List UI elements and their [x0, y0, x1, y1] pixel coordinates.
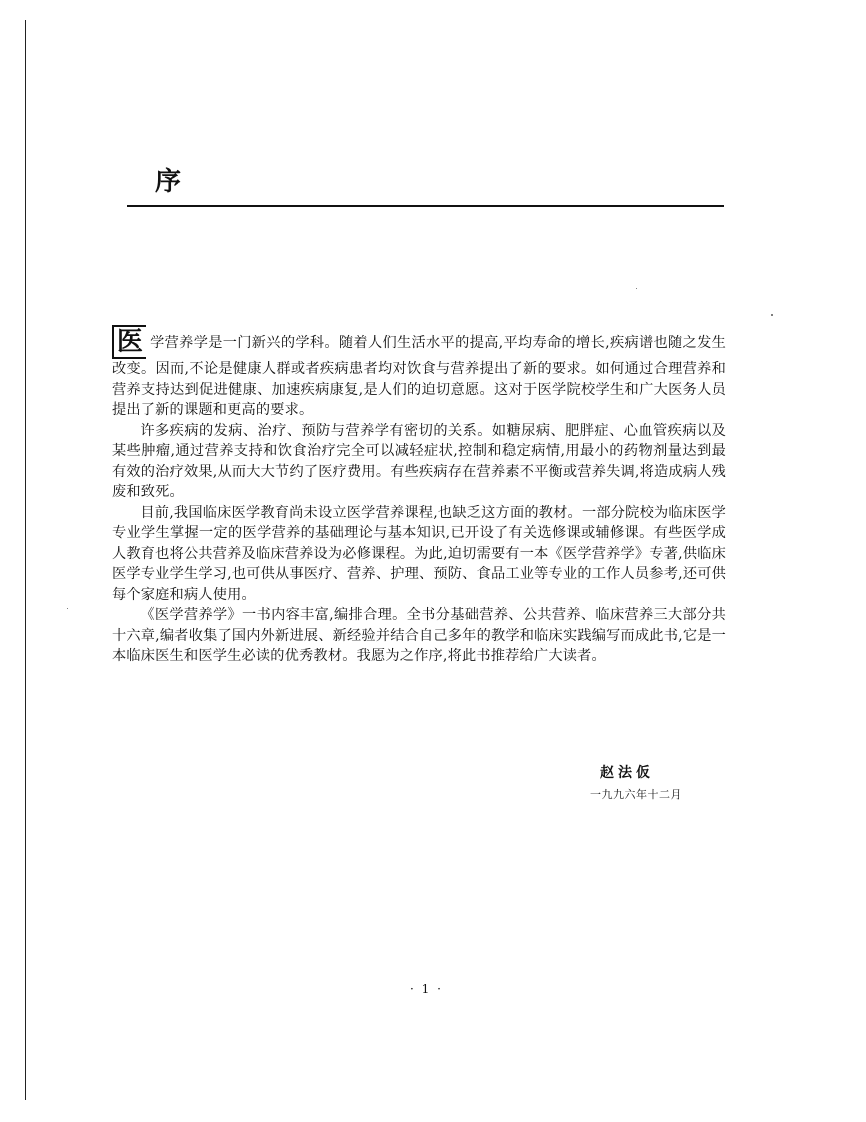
- paragraph-2: 许多疾病的发病、治疗、预防与营养学有密切的关系。如糖尿病、肥胖症、心血管疾病以及某些肿瘤,通过营养支持和饮食治疗完全可以减轻症状,控制和稳定病情,用最小的药物剂量达到最有效的治疗效果,从而大大节约了医疗费用。有些疾病存在营养素不平衡或营养失调,将造成病人残废和致死。: [112, 422, 726, 500]
- scan-speck: [636, 288, 637, 289]
- paragraph-1: [112, 325, 726, 421]
- page-title: 序: [155, 167, 184, 197]
- dropcap-letter: 医: [116, 327, 144, 357]
- signature-date: 一九九六年十二月: [590, 788, 682, 801]
- title-underline: [127, 205, 724, 207]
- scan-speck: [67, 608, 68, 609]
- scan-speck: [771, 314, 773, 316]
- author-signature: 赵法仮: [600, 765, 654, 781]
- dropcap: [112, 325, 146, 359]
- preface-body: [112, 325, 726, 667]
- paragraph-3: 目前,我国临床医学教育尚未设立医学营养课程,也缺乏这方面的教材。一部分院校为临床医学专业学生掌握一定的医学营养的基础理论与基本知识,已开设了有关选修课或辅修课。有些医学成人教育也将公共营养及临床营养设为必修课程。为此,迫切需要有一本《医学营养学》专著,供临床医学专业学生学习,也可供从事医疗、营养、护理、预防、食品工业等专业的工作人员参考,还可供每个家庭和病人使用。: [112, 504, 726, 603]
- page-edge-rule: [25, 20, 26, 1100]
- paragraph-1-text: 学营养学是一门新兴的学科。随着人们生活水平的提高,平均寿命的增长,疾病谱也随之发生改变。因而,不论是健康人群或者疾病患者均对饮食与营养提出了新的要求。如何通过合理营养和营养支持达到促进健康、加速疾病康复,是人们的迫切意愿。这对于医学院校学生和广大医务人员提出了新的课题和更高的要求。: [112, 335, 726, 418]
- paragraph-4: 《医学营养学》一书内容丰富,编排合理。全书分基础营养、公共营养、临床营养三大部分共十六章,编者收集了国内外新进展、新经验并结合自己多年的教学和临床实践编写而成此书,它是一本临床医生和医学生必读的优秀教材。我愿为之作序,将此书推荐给广大读者。: [112, 607, 726, 664]
- page-number: · 1 ·: [410, 982, 443, 996]
